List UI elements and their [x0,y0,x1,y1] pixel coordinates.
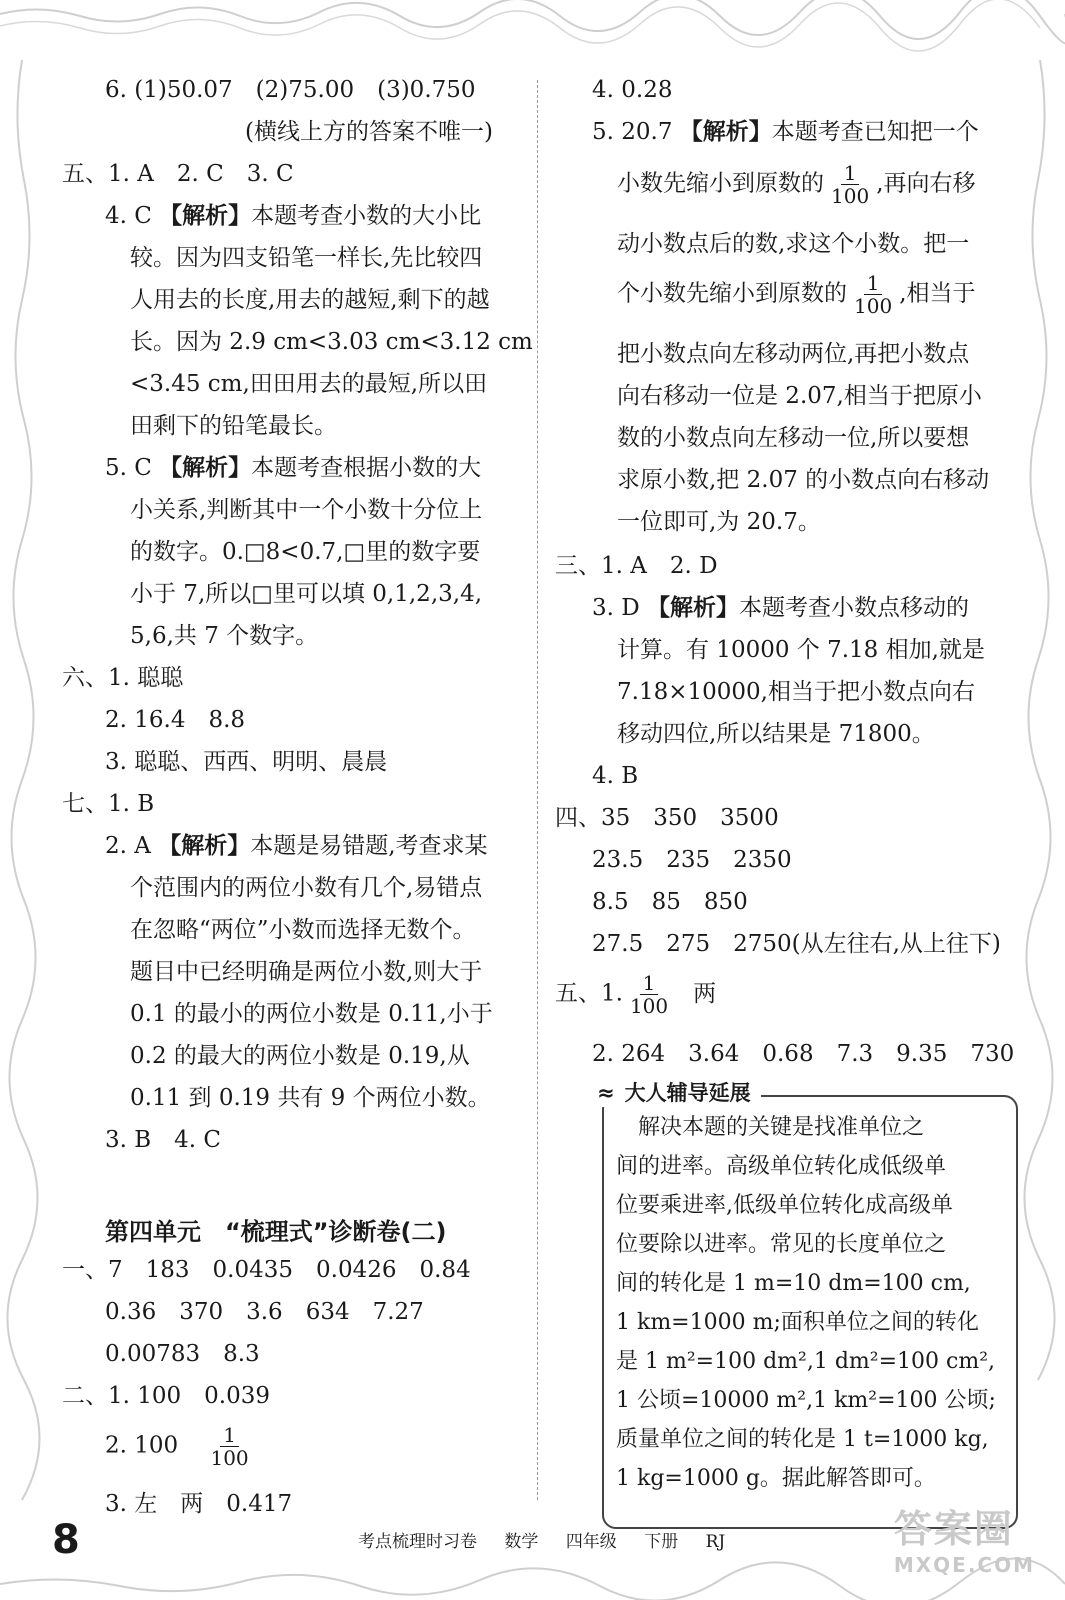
analysis-text: 本题考查小数的大小比 [251,203,482,229]
answer-line: 3. 左 两 0.417 [105,1491,293,1517]
analysis-tag: 【解析】 [159,455,252,481]
analysis-line: 小于 7,所以□里可以填 0,1,2,3,4, [130,581,483,607]
answer-text: 2. 100 [105,1432,179,1459]
fraction: $\frac{1}{100}$ [854,271,893,318]
fraction: $\frac{1}{100}$ [210,1423,249,1470]
analysis-line: 个范围内的两位小数有几个,易错点 [130,875,483,901]
answer-line: 2. 16.4 8.8 [105,707,246,733]
analysis-line: 动小数点后的数,求这个小数。把一 [617,231,970,257]
page-number: 8 [52,1517,80,1563]
answer-line: 七、1. B [62,791,155,817]
answer-line: 6. (1)50.07 (2)75.00 (3)0.750 [105,77,476,103]
answer-number: 2. A [105,833,151,859]
watermark: 答案圈 MXQE.COM [893,1507,1035,1577]
wave-icon: ≈ [597,1081,615,1105]
analysis-text: 本题考查已知把一个 [771,119,979,145]
answer-number: 5. 20.7 [592,119,673,145]
tip-line: 位要除以进率。常见的长度单位之 [616,1232,947,1257]
answer-line [105,832,488,860]
tip-line: 1 公顷=10000 m²,1 km²=100 公顷; [616,1388,996,1413]
tip-line: 质量单位之间的转化是 1 t=1000 kg, [616,1427,989,1452]
tip-line: 1 kg=1000 g。据此解答即可。 [616,1466,936,1491]
analysis-line: 计算。有 10000 个 7.18 相加,就是 [617,637,985,663]
answer-line: 2. 264 3.64 0.68 7.3 9.35 730 [592,1041,1015,1067]
analysis-line: 小关系,判断其中一个小数十分位上 [130,497,483,523]
analysis-line: 0.11 到 0.19 共有 9 个两位小数。 [130,1085,491,1111]
analysis-tag: 【解析】 [158,833,251,859]
subject: 数学 [504,1532,539,1552]
footer-info [358,1527,747,1552]
analysis-line: 求原小数,把 2.07 的小数点向右移动 [617,467,990,493]
answer-line [592,594,969,622]
tip-box-title: ≈ 大人辅导延展 [593,1079,761,1107]
analysis-line: 一位即可,为 20.7。 [617,509,821,535]
answer-line: 0.00783 8.3 [105,1341,260,1367]
analysis-line: 0.2 的最大的两位小数是 0.19,从 [130,1043,470,1069]
analysis-tag: 【解析】 [647,595,740,621]
section-title: 第四单元 “梳理式”诊断卷(二) [105,1218,447,1246]
answer-number: 5. C [105,455,152,481]
answer-line: 六、1. 聪聪 [62,665,184,691]
analysis-line: 较。因为四支铅笔一样长,先比较四 [130,245,483,271]
analysis-text: 本题是易错题,考查求某 [250,833,488,859]
analysis-line: 数的小数点向左移动一位,所以要想 [617,425,970,451]
book-title: 考点梳理时习卷 [358,1532,477,1552]
analysis-line: 人用去的长度,用去的越短,剩下的越 [130,287,490,313]
answer-line: 0.36 370 3.6 634 7.27 [105,1299,424,1325]
grade: 四年级 [565,1532,617,1552]
analysis-line: 题目中已经明确是两位小数,则大于 [130,959,483,985]
analysis-line: 把小数点向左移动两位,再把小数点 [617,341,970,367]
answer-line: 27.5 275 2750(从左往右,从上往下) [592,931,1001,957]
analysis-line: 5,6,共 7 个数字。 [130,623,319,649]
column-divider [537,80,538,1500]
answer-line: 三、1. A 2. D [555,553,718,579]
answer-line: 二、1. 100 0.039 [62,1383,270,1409]
answer-line [105,454,481,482]
answer-line: 一、7 183 0.0435 0.0426 0.84 [62,1257,471,1283]
tip-line: 是 1 m²=100 dm²,1 dm²=100 cm², [616,1349,996,1374]
analysis-line: 长。因为 2.9 cm<3.03 cm<3.12 cm [130,329,533,355]
analysis-line: 个小数先缩小到原数的 $\frac{1}{100}$ ,相当于 [617,271,976,318]
answer-number: 4. C [105,203,152,229]
analysis-line: 在忽略“两位”小数而选择无数个。 [130,917,476,943]
analysis-text: 本题考查根据小数的大 [251,455,482,481]
volume: 下册 [644,1532,679,1552]
tip-line: 间的进率。高级单位转化成低级单 [616,1154,947,1179]
analysis-line: <3.45 cm,田田用去的最短,所以田 [130,371,488,397]
tip-line: 解决本题的关键是找准单位之 [616,1115,925,1140]
answer-line: 8.5 85 850 [592,889,748,915]
answer-note: (横线上方的答案不唯一) [245,119,493,145]
answer-line: 五、1. A 2. C 3. C [62,161,294,187]
answer-number: 3. D [592,595,640,621]
analysis-line: 的数字。0.□8<0.7,□里的数字要 [130,539,481,565]
answer-line: 4. 0.28 [592,77,673,103]
answer-line: 五、1. $\frac{1}{100}$ 两 [555,971,717,1018]
analysis-line: 7.18×10000,相当于把小数点向右 [617,679,975,705]
answer-line: 23.5 235 2350 [592,847,792,873]
edition: RJ [705,1532,726,1552]
answer-line [105,1424,256,1484]
answer-line [105,202,481,230]
tip-line: 位要乘进率,低级单位转化成高级单 [616,1193,953,1218]
fraction: $\frac{1}{100}$ [629,971,669,1018]
analysis-line: 田剩下的铅笔最长。 [130,413,337,439]
answer-line [592,118,979,146]
fraction: $\frac{1}{100}$ [831,161,870,208]
answer-line: 4. B [592,763,639,789]
analysis-tag: 【解析】 [679,119,772,145]
analysis-text: 本题考查小数点移动的 [739,595,970,621]
analysis-tag: 【解析】 [159,203,252,229]
tip-line: 间的转化是 1 m=10 dm=100 cm, [616,1271,971,1296]
analysis-line: 移动四位,所以结果是 71800。 [617,721,935,747]
answer-line: 3. B 4. C [105,1127,222,1153]
answer-line: 3. 聪聪、西西、明明、晨晨 [105,749,388,775]
analysis-line: 向右移动一位是 2.07,相当于把原小 [617,383,982,409]
answer-line: 四、35 350 3500 [555,805,779,831]
analysis-line: 0.1 的最小的两位小数是 0.11,小于 [130,1001,493,1027]
analysis-line: 小数先缩小到原数的 $\frac{1}{100}$ ,再向右移 [617,161,976,208]
tip-line: 1 km=1000 m;面积单位之间的转化 [616,1310,979,1335]
